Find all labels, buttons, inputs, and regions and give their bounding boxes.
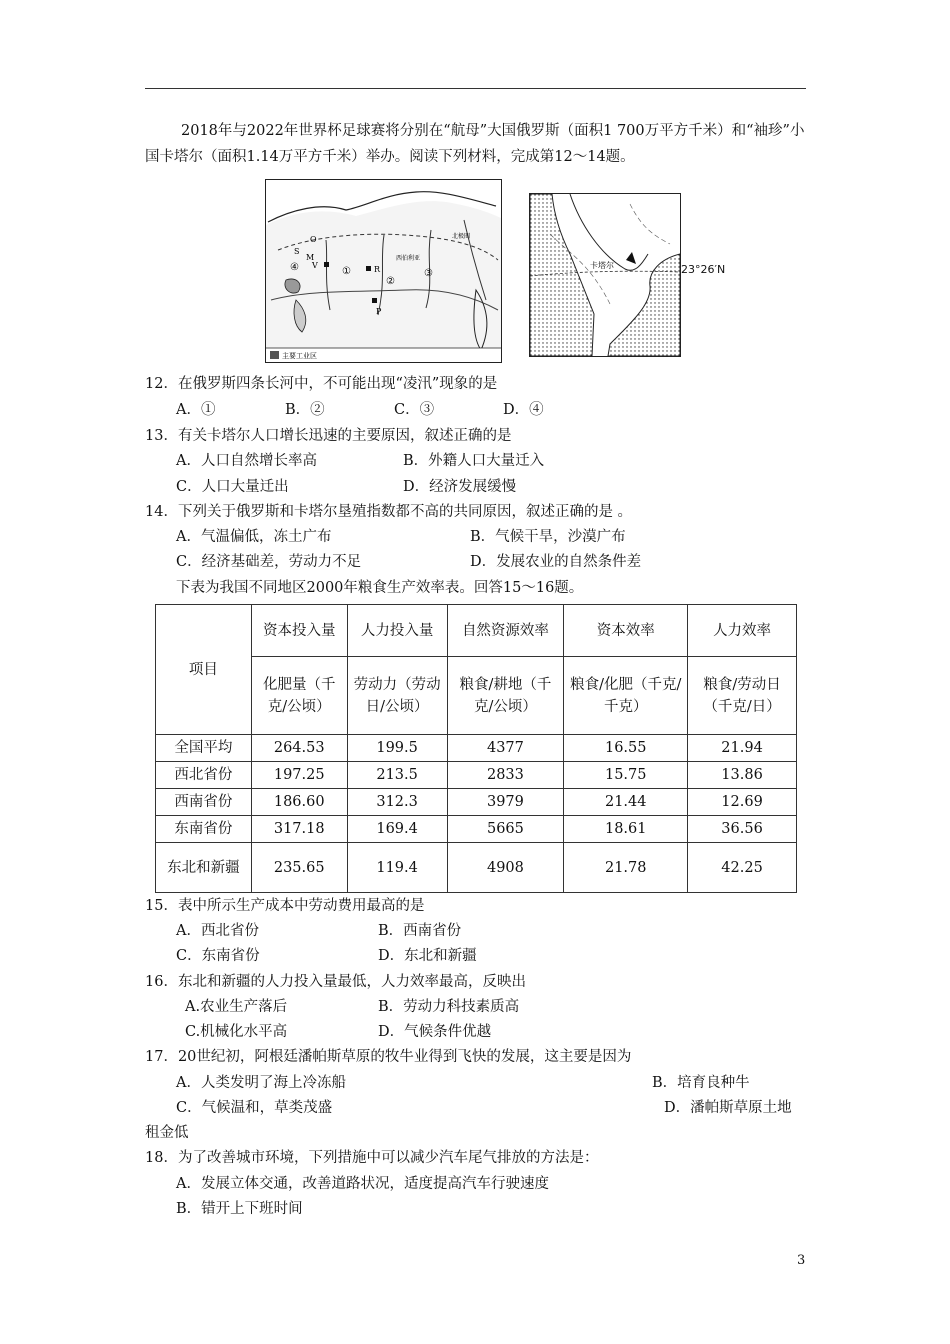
q12-option-b[interactable]: B．② xyxy=(285,402,325,418)
q13-option-b[interactable]: B．外籍人口大量迁入 xyxy=(403,453,545,469)
map-label-river3: ③ xyxy=(424,268,433,279)
map-label-river4: ④ xyxy=(290,262,299,273)
q15-stem: 15．表中所示生产成本中劳动费用最高的是 xyxy=(145,898,425,914)
q13-stem: 13．有关卡塔尔人口增长迅速的主要原因，叙述正确的是 xyxy=(145,428,512,444)
map-label-m: M xyxy=(306,253,315,262)
table-cell: 317.18 xyxy=(251,816,347,843)
table-group-header: 资本投入量 xyxy=(251,605,347,657)
q17-stem: 17．20世纪初，阿根廷潘帕斯草原的牧牛业得到飞快的发展，这主要是因为 xyxy=(145,1049,632,1065)
table-subheader: 粮食/耕地（千克/公顷） xyxy=(447,657,564,735)
q17-option-d-continued: 租金低 xyxy=(145,1125,189,1141)
table-cell: 264.53 xyxy=(251,735,347,762)
map-label-arctic-circle: 北极圈 xyxy=(452,233,471,240)
q15-option-b[interactable]: B．西南省份 xyxy=(378,923,462,939)
q18-option-b[interactable]: B．错开上下班时间 xyxy=(176,1201,303,1217)
q17-option-a[interactable]: A．人类发明了海上冷冻船 xyxy=(176,1075,346,1091)
table-cell: 186.60 xyxy=(251,789,347,816)
table-row xyxy=(156,735,797,762)
q16-option-a[interactable]: A.农业生产落后 xyxy=(185,999,288,1015)
map-label-p: P xyxy=(376,307,382,316)
q14-stem: 14．下列关于俄罗斯和卡塔尔垦殖指数都不高的共同原因，叙述正确的是 。 xyxy=(145,504,633,520)
header-rule xyxy=(145,88,806,89)
table-cell: 15.75 xyxy=(564,762,688,789)
table-cell: 119.4 xyxy=(347,843,447,893)
q16-stem: 16．东北和新疆的人力投入量最低，人力效率最高，反映出 xyxy=(145,974,526,990)
table-item-header: 项目 xyxy=(156,605,252,735)
table-subheader: 粮食/劳动日（千克/日） xyxy=(688,657,797,735)
map-label-river2: ② xyxy=(386,276,395,287)
q14-option-d[interactable]: D．发展农业的自然条件差 xyxy=(470,554,642,570)
map-label-v: V xyxy=(312,261,318,270)
q13-option-c[interactable]: C．人口大量迁出 xyxy=(176,479,289,495)
table-cell: 312.3 xyxy=(347,789,447,816)
russia-map-drawing xyxy=(266,180,501,362)
map-label-o: O xyxy=(310,235,317,244)
q13-option-d[interactable]: D．经济发展缓慢 xyxy=(403,479,517,495)
russia-map xyxy=(265,179,502,363)
q17-option-c[interactable]: C．气候温和，草类茂盛 xyxy=(176,1100,333,1116)
q12-stem: 12．在俄罗斯四条长河中，不可能出现“凌汛”现象的是 xyxy=(145,376,498,392)
table-cell: 213.5 xyxy=(347,762,447,789)
table-cell: 42.25 xyxy=(688,843,797,893)
table-cell: 199.5 xyxy=(347,735,447,762)
table-cell: 4377 xyxy=(447,735,564,762)
table-cell: 2833 xyxy=(447,762,564,789)
q12-option-d[interactable]: D．④ xyxy=(503,402,544,418)
table-cell: 12.69 xyxy=(688,789,797,816)
table-row xyxy=(156,762,797,789)
table-cell: 3979 xyxy=(447,789,564,816)
q18-option-a[interactable]: A．发展立体交通，改善道路状况，适度提高汽车行驶速度 xyxy=(176,1176,549,1192)
q16-option-c[interactable]: C.机械化水平高 xyxy=(185,1024,288,1040)
q15-option-a[interactable]: A．西北省份 xyxy=(176,923,259,939)
table-intro: 下表为我国不同地区2000年粮食生产效率表。回答15～16题。 xyxy=(176,580,584,596)
table-cell: 东南省份 xyxy=(156,816,252,843)
table-group-header: 自然资源效率 xyxy=(447,605,564,657)
q15-option-c[interactable]: C．东南省份 xyxy=(176,948,260,964)
table-group-header: 人力投入量 xyxy=(347,605,447,657)
table-cell: 21.94 xyxy=(688,735,797,762)
map-label-r: R xyxy=(374,265,381,274)
table-cell: 197.25 xyxy=(251,762,347,789)
table-cell: 全国平均 xyxy=(156,735,252,762)
table-cell: 36.56 xyxy=(688,816,797,843)
table-group-header: 资本效率 xyxy=(564,605,688,657)
map-label-siberia: 西伯利亚 xyxy=(396,255,421,262)
table-cell: 西南省份 xyxy=(156,789,252,816)
table-cell: 西北省份 xyxy=(156,762,252,789)
table-cell: 169.4 xyxy=(347,816,447,843)
table-cell: 18.61 xyxy=(564,816,688,843)
q17-option-d[interactable]: D．潘帕斯草原土地 xyxy=(664,1100,792,1116)
industrial-zone-legend-icon xyxy=(270,351,279,359)
q15-option-d[interactable]: D．东北和新疆 xyxy=(378,948,477,964)
q18-stem: 18．为了改善城市环境，下列措施中可以减少汽车尾气排放的方法是： xyxy=(145,1150,599,1166)
q14-option-b[interactable]: B．气候干旱，沙漠广布 xyxy=(470,529,626,545)
map-label-river1: ① xyxy=(342,266,351,277)
table-row xyxy=(156,816,797,843)
latitude-label: 23°26′N xyxy=(681,263,726,276)
table-row xyxy=(156,843,797,893)
table-cell: 21.78 xyxy=(564,843,688,893)
table-cell: 东北和新疆 xyxy=(156,843,252,893)
map-label-s: S xyxy=(294,247,300,256)
table-cell: 16.55 xyxy=(564,735,688,762)
q16-option-d[interactable]: D．气候条件优越 xyxy=(378,1024,492,1040)
q14-option-a[interactable]: A．气温偏低，冻土广布 xyxy=(176,529,332,545)
q12-option-a[interactable]: A．① xyxy=(176,402,216,418)
table-cell: 13.86 xyxy=(688,762,797,789)
q17-option-b[interactable]: B．培育良种牛 xyxy=(652,1075,750,1091)
map-legend-label: 主要工业区 xyxy=(282,352,317,360)
q16-option-b[interactable]: B．劳动力科技素质高 xyxy=(378,999,520,1015)
table-cell: 4908 xyxy=(447,843,564,893)
intro-paragraph: 2018年与2022年世界杯足球赛将分别在“航母”大国俄罗斯（面积1 700万平方千米）和“袖珍”小国卡塔尔（面积1.14万平方千米）举办。阅读下列材料，完成第12～14题。 xyxy=(145,123,805,165)
table-subheader: 劳动力（劳动日/公顷） xyxy=(347,657,447,735)
qatar-map xyxy=(529,193,681,357)
table-group-header: 人力效率 xyxy=(688,605,797,657)
table-cell: 21.44 xyxy=(564,789,688,816)
qatar-map-drawing xyxy=(530,194,680,356)
q13-option-a[interactable]: A．人口自然增长率高 xyxy=(176,453,317,469)
table-subheader: 化肥量（千克/公顷） xyxy=(251,657,347,735)
q12-option-c[interactable]: C．③ xyxy=(394,402,435,418)
table-cell: 235.65 xyxy=(251,843,347,893)
page-number: 3 xyxy=(797,1253,806,1268)
table-subheader: 粮食/化肥（千克/千克） xyxy=(564,657,688,735)
table-row xyxy=(156,789,797,816)
map-label-qatar: 卡塔尔 xyxy=(590,261,614,270)
grain-efficiency-table xyxy=(155,604,797,893)
q14-option-c[interactable]: C．经济基础差，劳动力不足 xyxy=(176,554,362,570)
table-cell: 5665 xyxy=(447,816,564,843)
